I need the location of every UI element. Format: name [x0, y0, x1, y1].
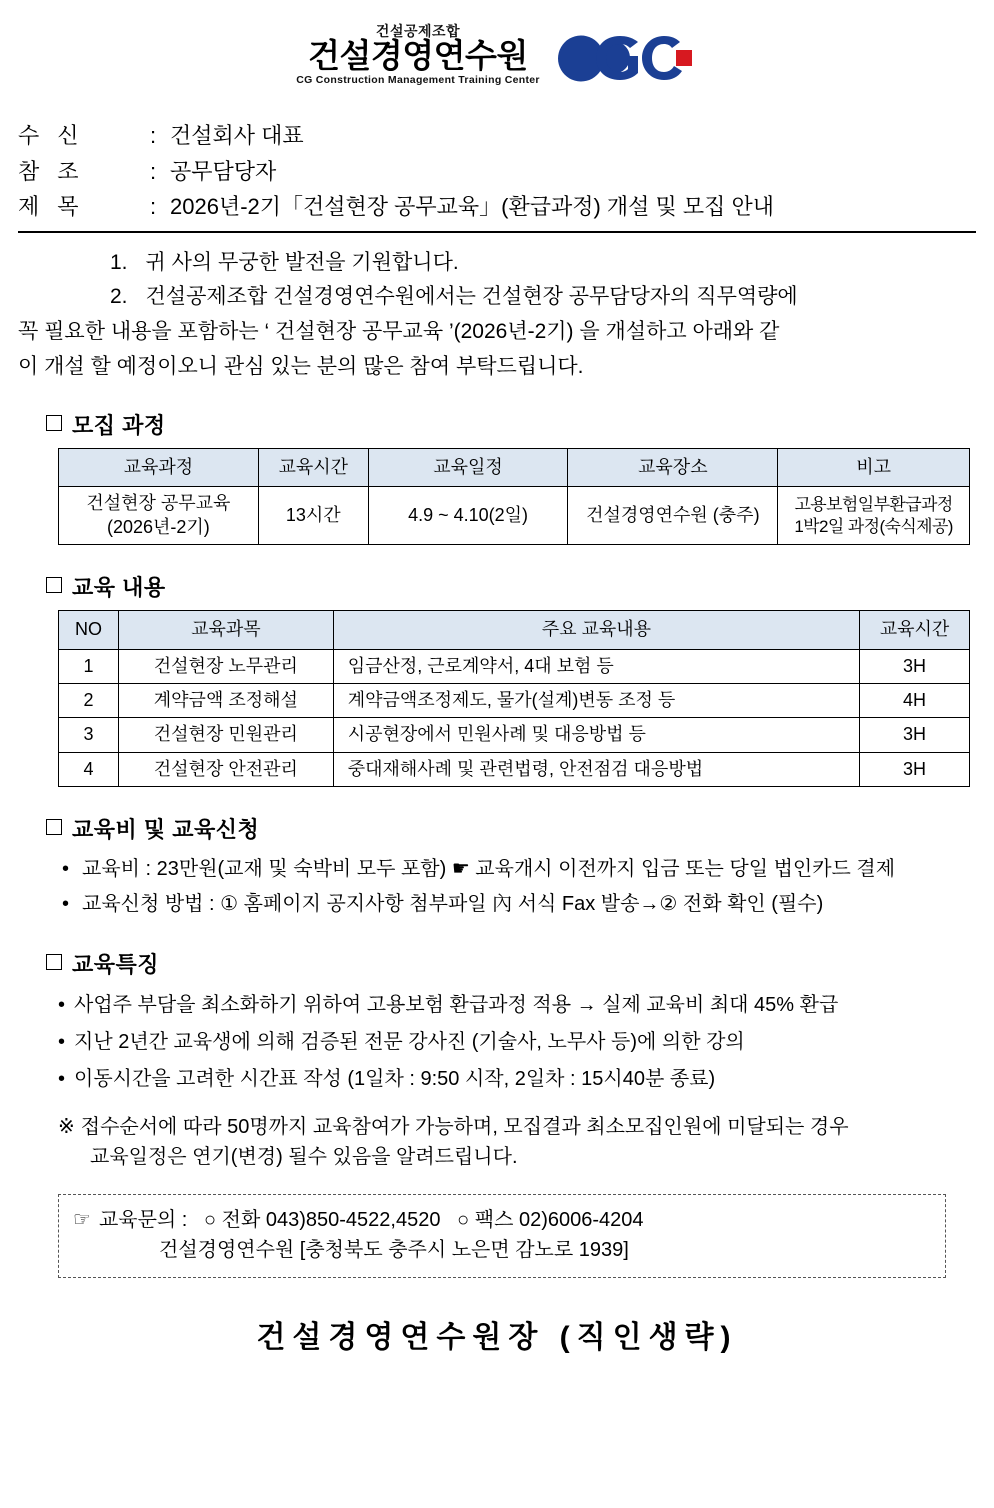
td-subject: 건설현장 노무관리 — [118, 649, 333, 683]
meta-value-subject: 2026년-2기「건설현장 공무교육」(환급과정) 개설 및 모집 안내 — [170, 194, 775, 220]
logo-subtitle: 건설공제조합 — [375, 23, 461, 39]
th-hours: 교육시간 — [258, 449, 368, 487]
checkbox-icon — [46, 577, 62, 593]
note-line2: 교육일정은 연기(변경) 될수 있음을 알려드립니다. — [90, 1146, 518, 1169]
meta-colon-subject: : — [150, 194, 157, 220]
logo-text-block — [296, 24, 540, 86]
list-item — [58, 987, 976, 1024]
meta-label-recipient: 수신 — [18, 123, 97, 148]
list-item — [62, 852, 976, 887]
cg-logo-icon — [558, 28, 698, 88]
list-item — [62, 887, 976, 922]
table-row — [59, 752, 970, 786]
meta-row-recipient — [18, 118, 976, 154]
body-item-2 — [18, 281, 976, 314]
td-no: 3 — [59, 718, 119, 752]
meta-label-subject: 제목 — [18, 194, 97, 220]
section-heading-content-label: 교육 내용 — [72, 575, 166, 601]
header-divider — [18, 231, 976, 233]
td-detail: 시공현장에서 민원사례 및 대응방법 등 — [333, 718, 859, 752]
document-meta — [18, 118, 976, 225]
bullet-icon: • — [62, 893, 70, 916]
body-item-2-line3: 이 개설 할 예정이오니 관심 있는 분의 많은 참여 부탁드립니다. — [18, 354, 584, 378]
bullet-icon: • — [62, 858, 70, 881]
td-no: 4 — [59, 752, 119, 786]
bullet-icon: • — [58, 1031, 66, 1054]
meta-row-subject — [18, 189, 976, 225]
section-heading-fee — [46, 813, 976, 844]
content-table — [58, 610, 970, 787]
th-schedule: 교육일정 — [368, 449, 568, 487]
td-note — [778, 487, 970, 545]
table-header-row — [59, 611, 970, 649]
td-detail: 중대재해사례 및 관련법령, 안전점검 대응방법 — [333, 752, 859, 786]
td-no: 1 — [59, 649, 119, 683]
meta-colon-recipient: : — [150, 123, 157, 148]
td-note-line1: 고용보험일부환급과정 — [794, 494, 953, 514]
td-note-line2: 1박2일 과정(숙식제공) — [794, 516, 953, 536]
td-hours: 4H — [860, 684, 970, 718]
fee-item-text: 교육비 : 23만원(교재 및 숙박비 모두 포함) ☛ 교육개시 이전까지 입금 또는 당일 법인카드 결제 — [82, 858, 896, 881]
th-detail: 주요 교육내용 — [333, 611, 859, 649]
td-course-line2: (2026년-2기) — [106, 516, 210, 537]
logo-english: CG Construction Management Training Center — [296, 74, 540, 87]
table-row — [59, 487, 970, 545]
td-subject: 건설현장 안전관리 — [118, 752, 333, 786]
td-place: 건설경영연수원 (충주) — [568, 487, 778, 545]
th-course: 교육과정 — [59, 449, 259, 487]
meta-row-reference — [18, 154, 976, 190]
th-hours: 교육시간 — [860, 611, 970, 649]
table-header-row — [59, 449, 970, 487]
note-line1: 접수순서에 따라 50명까지 교육참여가 가능하며, 모집결과 최소모집인원에 미달되는 경우 — [80, 1116, 849, 1139]
th-note: 비고 — [778, 449, 970, 487]
body-item-1-text: 귀 사의 무궁한 발전을 기원합니다. — [145, 250, 459, 274]
fax-bullet-icon: ○ — [457, 1209, 470, 1232]
document-signature: 건설경영연수원장 (직인생략) — [256, 1321, 738, 1355]
table-row — [59, 684, 970, 718]
section-heading-features-label: 교육특징 — [72, 952, 160, 978]
logo-title: 건설경영연수원 — [308, 36, 528, 74]
td-hours: 13시간 — [258, 487, 368, 545]
contact-box — [58, 1194, 946, 1278]
td-course — [59, 487, 259, 545]
td-schedule: 4.9 ~ 4.10(2일) — [368, 487, 568, 545]
courses-table — [58, 448, 970, 545]
feature-item-text: 사업주 부담을 최소화하기 위하여 고용보험 환급과정 적용 → 실제 교육비 최대 45% 환급 — [74, 994, 839, 1017]
section-heading-fee-label: 교육비 및 교육신청 — [72, 817, 260, 843]
td-hours: 3H — [860, 649, 970, 683]
checkbox-icon — [46, 819, 62, 835]
bullet-icon: • — [58, 1068, 66, 1091]
table-row — [59, 649, 970, 683]
body-item-1 — [18, 247, 976, 280]
section-heading-content — [46, 571, 976, 602]
feature-item-text: 지난 2년간 교육생에 의해 검증된 전문 강사진 (기술사, 노무사 등)에 의한 강의 — [74, 1031, 745, 1054]
features-note — [58, 1112, 976, 1172]
contact-row-primary — [73, 1205, 931, 1235]
section-heading-features — [46, 948, 976, 979]
td-subject: 건설현장 민원관리 — [118, 718, 333, 752]
header-logo — [18, 14, 976, 102]
td-detail: 계약금액조정제도, 물가(설계)변동 조정 등 — [333, 684, 859, 718]
body-item-1-number: 1. — [110, 250, 128, 274]
section-heading-courses — [46, 409, 976, 440]
contact-label: 교육문의 : — [98, 1209, 188, 1232]
meta-value-recipient: 건설회사 대표 — [170, 123, 304, 148]
th-no: NO — [59, 611, 119, 649]
td-subject: 계약금액 조정해설 — [118, 684, 333, 718]
meta-label-reference: 참조 — [18, 158, 97, 184]
table-row — [59, 718, 970, 752]
section-heading-courses-label: 모집 과정 — [72, 413, 166, 439]
fee-item-text: 교육신청 방법 : ① 홈페이지 공지사항 첨부파일 內 서식 Fax 발송→② 전화 확인 (필수) — [82, 893, 824, 916]
phone-bullet-icon: ○ — [204, 1209, 217, 1232]
list-item — [58, 1061, 976, 1098]
td-course-line1: 건설현장 공무교육 — [86, 493, 231, 514]
contact-address: 건설경영연수원 [충청북도 충주시 노은면 감노로 1939] — [159, 1239, 629, 1262]
meta-colon-reference: : — [150, 158, 157, 184]
meta-value-reference: 공무담당자 — [170, 158, 277, 184]
list-item — [58, 1024, 976, 1061]
checkbox-icon — [46, 954, 62, 970]
body-item-2-text: 건설공제조합 건설경영연수원에서는 건설현장 공무담당자의 직무역량에 — [145, 285, 798, 309]
contact-fax: 팩스 02)6006-4204 — [474, 1209, 644, 1232]
body-item-2-line2: 꼭 필요한 내용을 포함하는 ‘ 건설현장 공무교육 ’(2026년-2기) 을 개설하고 아래와 같 — [18, 319, 780, 343]
fee-list — [62, 852, 976, 922]
bullet-icon: • — [58, 994, 66, 1017]
td-hours: 3H — [860, 752, 970, 786]
note-mark-icon: ※ — [58, 1116, 75, 1139]
th-place: 교육장소 — [568, 449, 778, 487]
td-no: 2 — [59, 684, 119, 718]
contact-phone: 전화 043)850-4522,4520 — [221, 1209, 441, 1232]
body-item-2-number: 2. — [110, 285, 128, 309]
feature-item-text: 이동시간을 고려한 시간표 작성 (1일차 : 9:50 시작, 2일차 : 15시40분 종료) — [74, 1068, 716, 1091]
body-paragraphs — [18, 247, 976, 383]
pointer-icon: ☞ — [73, 1209, 91, 1232]
th-subject: 교육과목 — [118, 611, 333, 649]
td-detail: 임금산정, 근로계약서, 4대 보험 등 — [333, 649, 859, 683]
td-hours: 3H — [860, 718, 970, 752]
features-list — [58, 987, 976, 1098]
checkbox-icon — [46, 415, 62, 431]
